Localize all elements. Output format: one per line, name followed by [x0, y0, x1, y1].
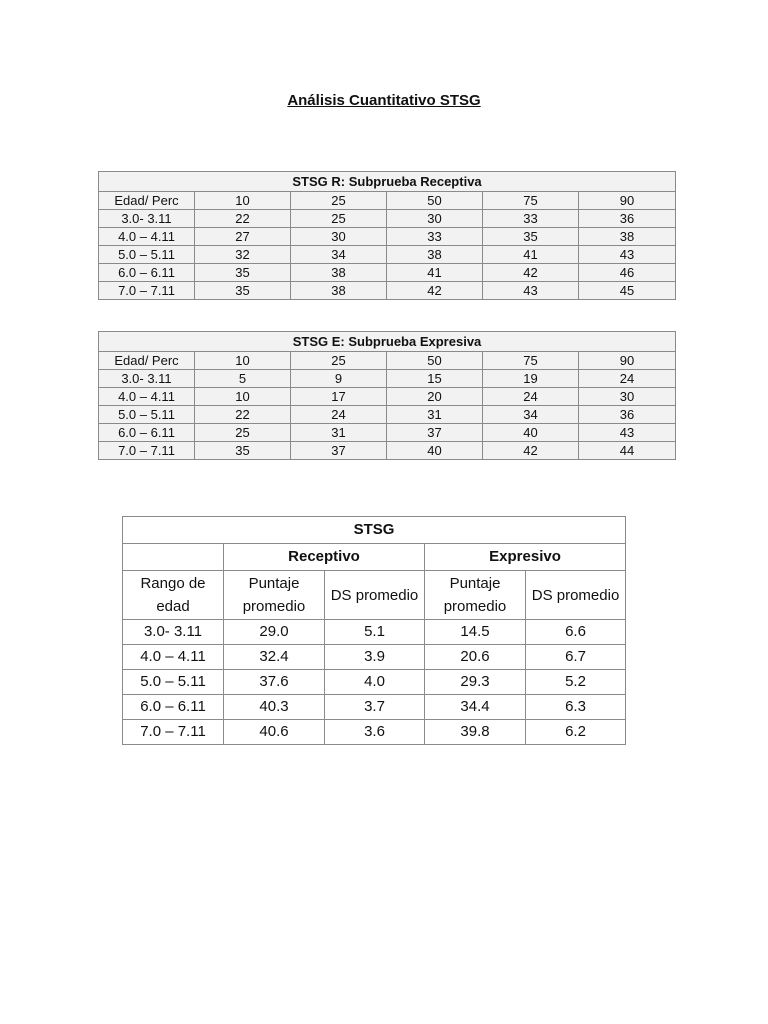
table-row: [99, 406, 676, 424]
value-cell: 40: [483, 424, 579, 442]
value-cell: 6.7: [526, 645, 626, 670]
table-row: [99, 370, 676, 388]
table-row: [123, 720, 626, 745]
value-cell: 6.3: [526, 695, 626, 720]
value-cell: 32.4: [224, 645, 325, 670]
value-cell: 40.3: [224, 695, 325, 720]
value-cell: 33: [483, 210, 579, 228]
table-header-row: [99, 352, 676, 370]
value-cell: 3.9: [325, 645, 425, 670]
value-cell: 30: [387, 210, 483, 228]
value-cell: 6.6: [526, 620, 626, 645]
receptive-table-body: [99, 172, 676, 300]
empty-cell: [123, 544, 224, 571]
value-cell: 5.1: [325, 620, 425, 645]
summary-table-body: [123, 517, 626, 745]
value-cell: 36: [579, 406, 676, 424]
value-cell: 3.7: [325, 695, 425, 720]
value-cell: 37: [291, 442, 387, 460]
table-row: [99, 264, 676, 282]
value-cell: 34: [483, 406, 579, 424]
value-cell: 38: [291, 282, 387, 300]
value-cell: 35: [195, 282, 291, 300]
value-cell: 9: [291, 370, 387, 388]
expressive-percentile-table: [98, 331, 676, 460]
table-row: [99, 246, 676, 264]
value-cell: 6.2: [526, 720, 626, 745]
value-cell: 33: [387, 228, 483, 246]
table-row: [123, 670, 626, 695]
expressive-group-header: Expresivo: [425, 544, 626, 571]
header-cell: 25: [291, 352, 387, 370]
header-cell: 75: [483, 352, 579, 370]
age-range-cell: 3.0- 3.11: [99, 210, 195, 228]
value-cell: 4.0: [325, 670, 425, 695]
value-cell: 31: [387, 406, 483, 424]
header-cell: Edad/ Perc: [99, 352, 195, 370]
value-cell: 14.5: [425, 620, 526, 645]
value-cell: 35: [195, 264, 291, 282]
value-cell: 25: [291, 210, 387, 228]
value-cell: 19: [483, 370, 579, 388]
value-cell: 20.6: [425, 645, 526, 670]
page-title: Análisis Cuantitativo STSG: [287, 92, 481, 109]
age-range-cell: 3.0- 3.11: [99, 370, 195, 388]
age-range-cell: 6.0 – 6.11: [99, 264, 195, 282]
receptive-sd-header: DS promedio: [325, 571, 425, 620]
value-cell: 15: [387, 370, 483, 388]
value-cell: 31: [291, 424, 387, 442]
age-range-cell: 5.0 – 5.11: [99, 246, 195, 264]
table-header-row: [99, 192, 676, 210]
age-range-cell: 5.0 – 5.11: [123, 670, 224, 695]
table-row: [99, 228, 676, 246]
value-cell: 32: [195, 246, 291, 264]
header-cell: Edad/ Perc: [99, 192, 195, 210]
value-cell: 43: [483, 282, 579, 300]
value-cell: 39.8: [425, 720, 526, 745]
age-range-header: Rango de edad: [123, 571, 224, 620]
value-cell: 35: [195, 442, 291, 460]
value-cell: 41: [387, 264, 483, 282]
table-row: [123, 695, 626, 720]
value-cell: 38: [579, 228, 676, 246]
value-cell: 20: [387, 388, 483, 406]
age-range-cell: 6.0 – 6.11: [99, 424, 195, 442]
value-cell: 24: [579, 370, 676, 388]
header-cell: 10: [195, 192, 291, 210]
value-cell: 42: [387, 282, 483, 300]
header-cell: 90: [579, 192, 676, 210]
table-row: [99, 210, 676, 228]
age-range-cell: 4.0 – 4.11: [123, 645, 224, 670]
value-cell: 27: [195, 228, 291, 246]
receptive-table-caption: STSG R: Subprueba Receptiva: [99, 172, 676, 192]
header-cell: 90: [579, 352, 676, 370]
value-cell: 17: [291, 388, 387, 406]
value-cell: 45: [579, 282, 676, 300]
header-cell: 10: [195, 352, 291, 370]
table-row: [99, 282, 676, 300]
age-range-cell: 7.0 – 7.11: [123, 720, 224, 745]
value-cell: 41: [483, 246, 579, 264]
table-row: [99, 424, 676, 442]
value-cell: 29.0: [224, 620, 325, 645]
expressive-sd-header: DS promedio: [526, 571, 626, 620]
age-range-cell: 7.0 – 7.11: [99, 442, 195, 460]
value-cell: 40.6: [224, 720, 325, 745]
value-cell: 38: [387, 246, 483, 264]
table-row: [123, 620, 626, 645]
receptive-group-header: Receptivo: [224, 544, 425, 571]
header-cell: 25: [291, 192, 387, 210]
value-cell: 36: [579, 210, 676, 228]
value-cell: 43: [579, 246, 676, 264]
value-cell: 30: [579, 388, 676, 406]
age-range-cell: 4.0 – 4.11: [99, 388, 195, 406]
age-range-cell: 6.0 – 6.11: [123, 695, 224, 720]
value-cell: 34: [291, 246, 387, 264]
value-cell: 37: [387, 424, 483, 442]
summary-table: [122, 516, 626, 745]
value-cell: 37.6: [224, 670, 325, 695]
value-cell: 24: [483, 388, 579, 406]
value-cell: 5: [195, 370, 291, 388]
header-cell: 50: [387, 352, 483, 370]
header-cell: 75: [483, 192, 579, 210]
value-cell: 46: [579, 264, 676, 282]
receptive-mean-header: Puntaje promedio: [224, 571, 325, 620]
value-cell: 34.4: [425, 695, 526, 720]
summary-table-title: STSG: [123, 517, 626, 544]
expressive-table-caption: STSG E: Subprueba Expresiva: [99, 332, 676, 352]
value-cell: 42: [483, 442, 579, 460]
age-range-cell: 7.0 – 7.11: [99, 282, 195, 300]
value-cell: 30: [291, 228, 387, 246]
table-row: [99, 442, 676, 460]
value-cell: 42: [483, 264, 579, 282]
value-cell: 44: [579, 442, 676, 460]
value-cell: 35: [483, 228, 579, 246]
value-cell: 43: [579, 424, 676, 442]
value-cell: 38: [291, 264, 387, 282]
value-cell: 5.2: [526, 670, 626, 695]
expressive-table-body: [99, 332, 676, 460]
value-cell: 3.6: [325, 720, 425, 745]
receptive-percentile-table: [98, 171, 676, 300]
value-cell: 22: [195, 210, 291, 228]
expressive-mean-header: Puntaje promedio: [425, 571, 526, 620]
value-cell: 25: [195, 424, 291, 442]
value-cell: 22: [195, 406, 291, 424]
value-cell: 10: [195, 388, 291, 406]
value-cell: 29.3: [425, 670, 526, 695]
age-range-cell: 5.0 – 5.11: [99, 406, 195, 424]
value-cell: 24: [291, 406, 387, 424]
table-row: [123, 645, 626, 670]
age-range-cell: 4.0 – 4.11: [99, 228, 195, 246]
header-cell: 50: [387, 192, 483, 210]
age-range-cell: 3.0- 3.11: [123, 620, 224, 645]
value-cell: 40: [387, 442, 483, 460]
table-row: [99, 388, 676, 406]
